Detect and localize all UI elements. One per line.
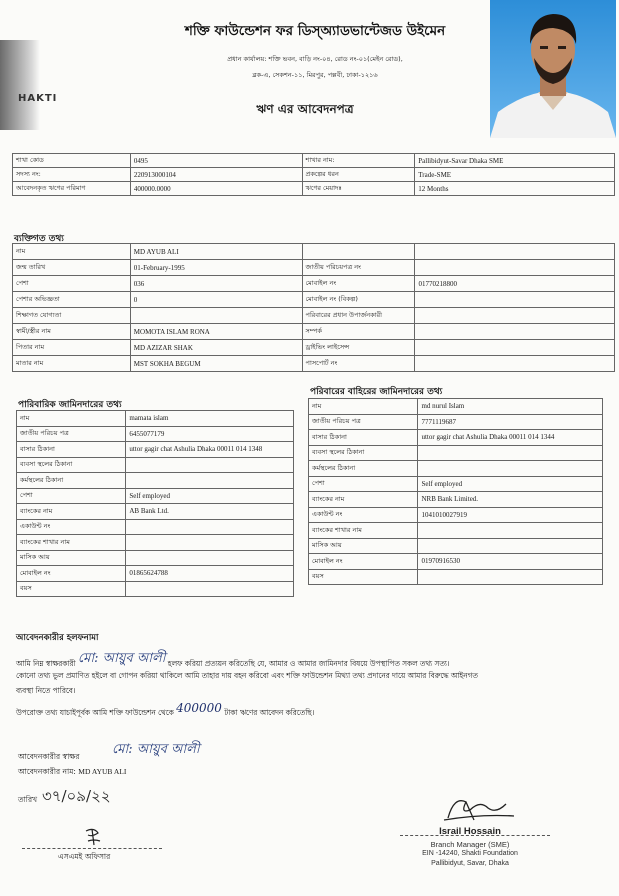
field-value [130, 308, 302, 324]
affidavit-line4-prefix: উপরোক্ত তথ্য যাচাইপূর্বক আমি শক্তি ফাউন্ডেশন থেকে [16, 708, 174, 717]
field-value [415, 292, 615, 308]
officer-sign-line [22, 848, 162, 849]
field-value [415, 308, 615, 324]
manager-ein: EIN -14240, Shakti Foundation [422, 850, 518, 857]
field-label: প্রকল্পের ধরন [302, 168, 415, 182]
field-value: MST SOKHA BEGUM [130, 356, 302, 372]
manager-name: Israil Hossain [439, 826, 501, 837]
field-label: একাউন্ট নং [17, 519, 126, 535]
field-label: পরিবারের প্রধান উপার্জনকারী [302, 308, 415, 324]
field-label: স্বামী/স্ত্রীর নাম [13, 324, 131, 340]
field-label: পিতার নাম [13, 340, 131, 356]
handwritten-amount: 400000 [176, 701, 222, 715]
manager-branch: Pallibidyut, Savar, Dhaka [431, 860, 509, 867]
field-label: পেশা [17, 488, 126, 504]
field-label: মাতার নাম [13, 356, 131, 372]
field-value [126, 473, 294, 489]
table-row [309, 476, 603, 492]
field-value: 1041010027919 [418, 507, 603, 523]
table-row [309, 538, 603, 554]
field-value: 0495 [130, 154, 302, 168]
table-row [17, 519, 294, 535]
field-value: mamata islam [126, 411, 294, 427]
family-guarantor-title: পারিবারিক জামিনদারের তথ্য [18, 400, 122, 410]
field-value: Self employed [418, 476, 603, 492]
field-label: নাম [13, 244, 131, 260]
field-value [415, 340, 615, 356]
field-label: মোবাইল নং (বিকল্প) [302, 292, 415, 308]
person-portrait-icon [490, 0, 616, 138]
field-label: কর্মস্থলের ঠিকানা [309, 461, 418, 477]
field-label: মোবাইল নং [17, 566, 126, 582]
field-value [415, 356, 615, 372]
affidavit-title: আবেদনকারীর হলফনামা [16, 633, 99, 643]
table-row [309, 507, 603, 523]
table-row [17, 566, 294, 582]
table-row [17, 426, 294, 442]
handwritten-name: মো: আয়ুব আলী [77, 651, 166, 666]
table-row [309, 569, 603, 585]
table-row [13, 244, 615, 260]
field-label: নাম [17, 411, 126, 427]
applicant-name-label: আবেদনকারীর নাম: [18, 767, 76, 776]
field-label: নাম [309, 399, 418, 415]
field-label: মাসিক আয় [309, 538, 418, 554]
field-value: uttor gagir chat Ashulia Dhaka 00011 014 1344 [418, 430, 603, 446]
field-label: বাসার ঠিকানা [309, 430, 418, 446]
table-row [13, 276, 615, 292]
field-value: 0 [130, 292, 302, 308]
table-row [309, 554, 603, 570]
field-value: 01865624788 [126, 566, 294, 582]
affidavit-line4-suffix: টাকা ঋণের আবেদন করিতেছি। [224, 708, 315, 717]
field-label: শিক্ষাগত যোগ্যতা [13, 308, 131, 324]
table-row [17, 457, 294, 473]
field-label [302, 244, 415, 260]
field-value [418, 538, 603, 554]
manager-title: Branch Manager (SME) [430, 840, 510, 849]
field-value [415, 244, 615, 260]
manager-signature-mark [440, 792, 520, 826]
field-label: জাতীয় পরিচয়পত্র নং [302, 260, 415, 276]
affidavit-suffix: হলফ করিয়া প্রত্যয়ন করিতেছি যে, আমার ও আমার জামিনদার বিষয়ে উপস্থাপিত সকল তথ্য সত্য। [167, 659, 450, 668]
field-label: ব্যবসা স্থলের ঠিকানা [17, 457, 126, 473]
table-row [17, 488, 294, 504]
field-label: পেশা [13, 276, 131, 292]
field-label: মোবাইল নং [309, 554, 418, 570]
outside-guarantor-table [308, 398, 603, 585]
outside-guarantor-title: পরিবারের বাহিরের জামিনদারের তথ্য [310, 387, 443, 397]
field-label: ড্রাইভিং লাইসেন্স [302, 340, 415, 356]
field-value: md nurul Islam [418, 399, 603, 415]
affidavit-line-3: ব্যবস্থা নিতে পারিবে। [16, 686, 76, 695]
applicant-signature: মো: আয়ুব আলী [112, 742, 200, 757]
address-line-2: ব্লক-এ, সেকশন-১১, মিরপুর, পল্লবী, ঢাকা-১২১৬ [252, 71, 378, 79]
organization-title: শক্তি ফাউন্ডেশন ফর ডিস্অ্যাডভান্টেজড উইমেন [184, 23, 446, 39]
field-value [418, 461, 603, 477]
date-handwritten: ৩৭/০৯/২২ [42, 787, 111, 805]
field-value: 400000.0000 [130, 182, 302, 196]
field-value [126, 535, 294, 551]
officer-initial-mark [82, 825, 104, 847]
field-value: Trade-SME [415, 168, 615, 182]
branch-info-table [12, 153, 615, 196]
applicant-name-value: MD AYUB ALI [78, 767, 127, 776]
field-value: 01770218800 [415, 276, 615, 292]
field-value [415, 260, 615, 276]
table-row [17, 504, 294, 520]
affidavit-line-4 [16, 701, 315, 720]
table-row [13, 154, 615, 168]
logo-text: HAKTI [18, 93, 58, 104]
field-value [418, 569, 603, 585]
scan-shadow [0, 40, 40, 130]
table-row [13, 324, 615, 340]
table-row [13, 356, 615, 372]
table-row [17, 535, 294, 551]
field-label: বয়স [309, 569, 418, 585]
table-row [13, 168, 615, 182]
table-row [17, 550, 294, 566]
field-label: পেশার অভিজ্ঞতা [13, 292, 131, 308]
field-value: MOMOTA ISLAM RONA [130, 324, 302, 340]
applicant-photo [490, 0, 616, 138]
field-label: জাতীয় পরিচয় পত্র [309, 414, 418, 430]
field-value: 7771119687 [418, 414, 603, 430]
field-value [126, 550, 294, 566]
field-value: MD AZIZAR SHAK [130, 340, 302, 356]
field-label: সম্পর্ক [302, 324, 415, 340]
table-row [13, 292, 615, 308]
field-value: 01970916530 [418, 554, 603, 570]
field-label: শাখার নাম: [302, 154, 415, 168]
form-title: ঋণ এর আবেদনপত্র [256, 102, 354, 116]
field-label: বাসার ঠিকানা [17, 442, 126, 458]
field-label: ব্যাংকের নাম [17, 504, 126, 520]
field-value [418, 445, 603, 461]
field-value [126, 519, 294, 535]
table-row [13, 340, 615, 356]
table-row [309, 445, 603, 461]
affidavit-prefix: আমি নিম্ন স্বাক্ষরকারী [16, 659, 76, 668]
table-row [309, 492, 603, 508]
field-value: 220913000104 [130, 168, 302, 182]
personal-info-title: ব্যক্তিগত তথ্য [14, 234, 64, 244]
field-label: কর্মস্থলের ঠিকানা [17, 473, 126, 489]
field-value: 12 Months [415, 182, 615, 196]
field-value [126, 457, 294, 473]
field-value: Pallibidyut-Savar Dhaka SME [415, 154, 615, 168]
table-row [13, 260, 615, 276]
field-label: আবেদনকৃত ঋণের পরিমাণ [13, 182, 131, 196]
field-value: 01-February-1995 [130, 260, 302, 276]
field-label: একাউন্ট নং [309, 507, 418, 523]
table-row [13, 182, 615, 196]
applicant-signature-label: আবেদনকারীর স্বাক্ষর [18, 752, 80, 761]
table-row [309, 414, 603, 430]
field-label: ব্যাংকের শাখার নাম [17, 535, 126, 551]
field-label: ব্যাংকের শাখার নাম [309, 523, 418, 539]
field-value: Self employed [126, 488, 294, 504]
field-value: NRB Bank Limited. [418, 492, 603, 508]
table-row [17, 581, 294, 597]
field-label: মোবাইল নং [302, 276, 415, 292]
field-label: ব্যবসা স্থলের ঠিকানা [309, 445, 418, 461]
table-row [309, 399, 603, 415]
field-label: শাখা কোড [13, 154, 131, 168]
personal-info-table [12, 243, 615, 372]
affidavit-line-2: কোনো তথ্য ভুল প্রমাণিত হইলে বা গোপন করিয়া থাকিলে আমি তাহার দায় বহন করিবো এবং শক্তি ফাউন্ডেশন মিথ্যা তথ্য প্রদানের দায়ে আমার বিরুদ্ধে আইনগত [16, 671, 478, 680]
field-value [418, 523, 603, 539]
field-label: পাসপোর্ট নং [302, 356, 415, 372]
field-value [415, 324, 615, 340]
field-label: ঋণের মেয়াদঃ [302, 182, 415, 196]
field-value [126, 581, 294, 597]
field-value: 6455077179 [126, 426, 294, 442]
field-label: জাতীয় পরিচয় পত্র [17, 426, 126, 442]
table-row [309, 461, 603, 477]
table-row [309, 523, 603, 539]
table-row [17, 473, 294, 489]
table-row [309, 430, 603, 446]
field-label: জন্ম তারিখ [13, 260, 131, 276]
field-value: uttor gagir chat Ashulia Dhaka 00011 014 1348 [126, 442, 294, 458]
field-label: বয়স [17, 581, 126, 597]
field-value: MD AYUB ALI [130, 244, 302, 260]
table-row [13, 308, 615, 324]
officer-label: এসএমই অফিসার [58, 852, 111, 861]
date-label: তারিখ [18, 795, 37, 804]
field-value: AB Bank Ltd. [126, 504, 294, 520]
address-line-1: প্রধান কার্যালয়: শক্তি ভবন, বাড়ি নং-০৪, রোড নং-০১(মেইন রোড), [227, 55, 403, 63]
family-guarantor-table [16, 410, 294, 597]
field-label: মাসিক আয় [17, 550, 126, 566]
field-label: পেশা [309, 476, 418, 492]
applicant-name-row [18, 767, 126, 779]
table-row [17, 442, 294, 458]
field-label: ব্যাংকের নাম [309, 492, 418, 508]
field-label: সদস্য নং: [13, 168, 131, 182]
table-row [17, 411, 294, 427]
field-value: 036 [130, 276, 302, 292]
